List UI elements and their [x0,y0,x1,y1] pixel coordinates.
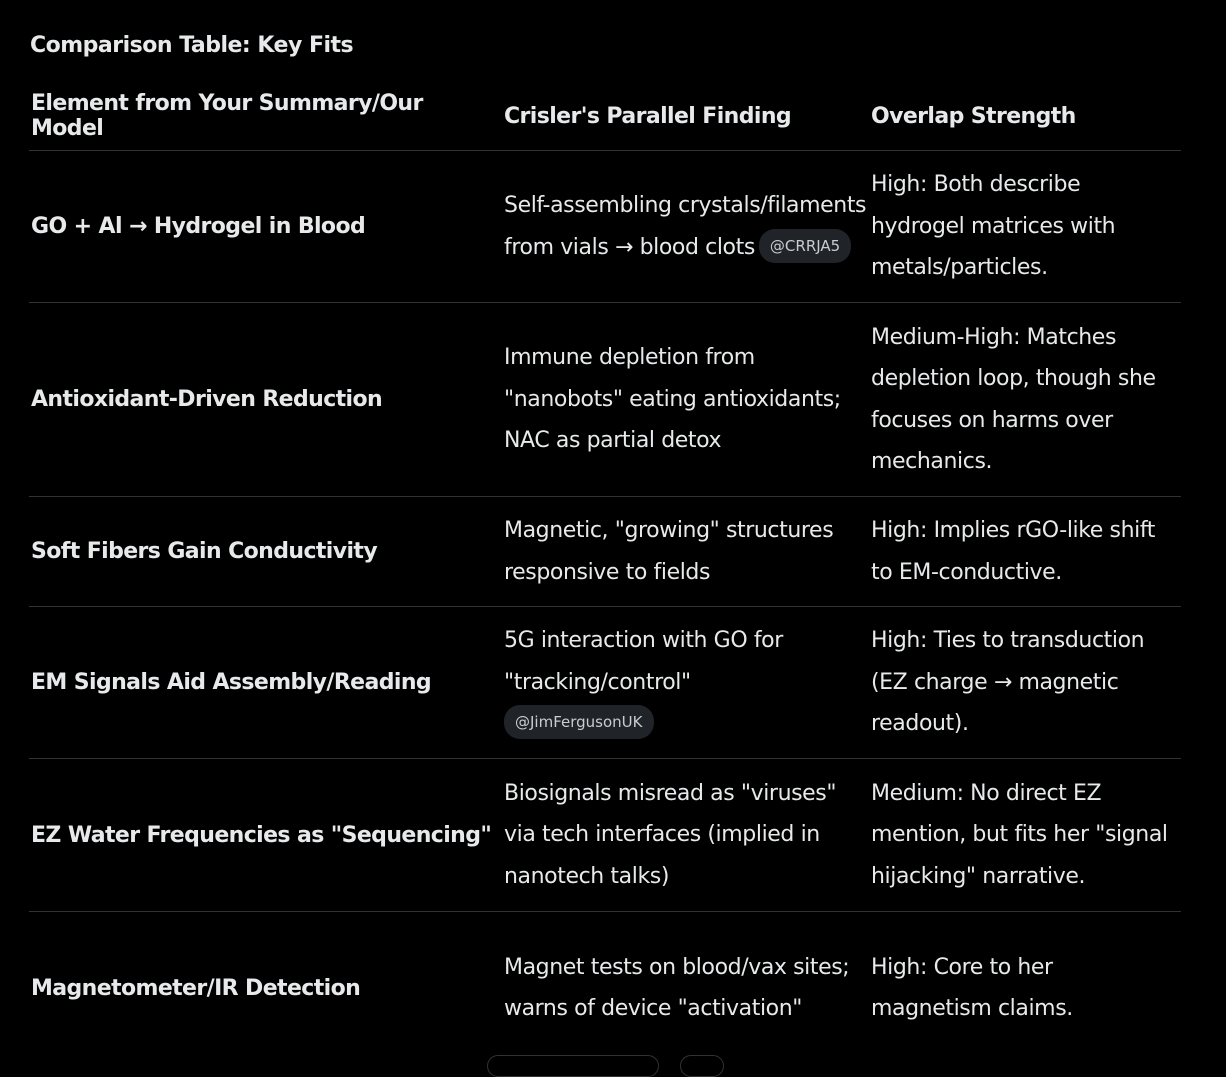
strength-cell: High: Both describe hydrogel matrices with metals/particles. [871,172,1116,281]
table-row [29,151,1181,303]
column-header-finding: Crisler's Parallel Finding [504,103,792,129]
table-row [29,607,1181,759]
table-title: Comparison Table: Key Fits [30,33,354,58]
table-row [29,912,1181,1064]
cutoff-round-button[interactable] [680,1055,724,1077]
element-cell: Soft Fibers Gain Conductivity [31,539,378,564]
finding-cell: Biosignals misread as "viruses" via tech interfaces (implied in nanotech talks) [504,780,837,889]
element-cell: EZ Water Frequencies as "Sequencing" [31,822,492,848]
finding-cell: Magnetic, "growing" structures responsive to fields [504,518,834,585]
strength-cell: High: Ties to transduction (EZ charge → magnetic readout). [871,628,1145,737]
finding-text: Self-assembling crystals/filaments from vials → blood clots [504,193,867,260]
table-row [29,303,1181,497]
finding-text: 5G interaction with GO for "tracking/control" [504,628,783,695]
column-header-strength: Overlap Strength [871,103,1076,129]
table-header-row [29,82,1181,151]
cutoff-chip[interactable] [487,1055,659,1077]
element-cell: Magnetometer/IR Detection [31,975,361,1001]
element-cell: Antioxidant-Driven Reduction [31,387,383,412]
strength-cell: Medium-High: Matches depletion loop, though she focuses on harms over mechanics. [871,324,1156,474]
table-row [29,497,1181,607]
finding-cell [502,607,869,758]
column-header-element: Element from Your Summary/Our Model [31,91,423,141]
finding-cell [502,151,869,302]
comparison-table [29,82,1181,1064]
strength-cell: Medium: No direct EZ mention, but fits her "signal hijacking" narrative. [871,780,1168,889]
source-chip[interactable]: @CRRJA5 [759,229,851,263]
table-row [29,759,1181,912]
element-cell: EM Signals Aid Assembly/Reading [31,670,432,695]
strength-cell: High: Core to her magnetism claims. [871,954,1073,1021]
finding-cell: Immune depletion from "nanobots" eating antioxidants; NAC as partial detox [504,345,841,454]
strength-cell: High: Implies rGO-like shift to EM-conductive. [871,518,1156,585]
finding-cell: Magnet tests on blood/vax sites; warns of device "activation" [504,954,850,1021]
element-cell: GO + Al → Hydrogel in Blood [31,214,366,239]
source-chip[interactable]: @JimFergusonUK [504,705,654,739]
